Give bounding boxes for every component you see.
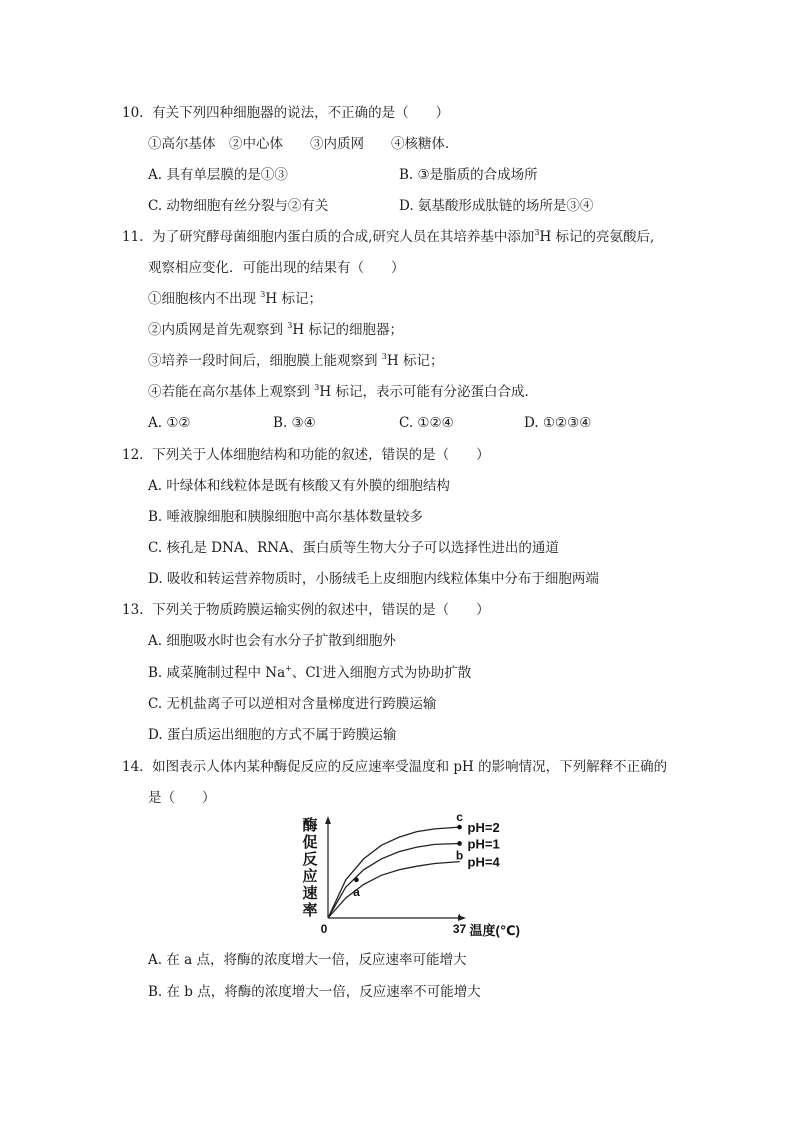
option-text: B. 咸菜腌制过程中 Na [148,665,286,681]
question-number: 11. [122,229,144,245]
series-label: pH=1 [467,836,500,852]
series-label: pH=4 [467,854,500,870]
y-axis-label-char: 应 [302,868,318,885]
series-label: pH=2 [467,820,500,836]
option-text: 、Cl [291,665,321,681]
question-text: 为了研究酵母菌细胞内蛋白质的合成,研究人员在其培养基中添加 [152,229,535,245]
y-axis-label-char: 促 [302,834,318,851]
question-text: 如图表示人体内某种酶促反应的反应速率受温度和 pH 的影响情况，下列解释不正确的 [152,759,668,775]
point-a [354,878,359,883]
option-c: C. ①②④ [399,415,454,431]
superscript: 3 [381,351,387,361]
question-13-stem [122,601,490,619]
statement-text: ②内质网是首先观察到 [148,322,288,338]
point-b [457,841,462,846]
option-text: 进入细胞方式为协助扩散 [322,665,472,681]
question-14-stem [122,758,667,776]
option-b: B. ③④ [273,415,316,431]
option-b: B. ③是脂质的合成场所 [399,167,538,183]
superscript: - [320,663,323,673]
option-b: B. 唾液腺细胞和胰腺细胞中高尔基体数量较多 [148,509,424,525]
statement-text: H 标记，表示可能有分泌蛋白合成． [319,384,538,400]
statement-3 [148,352,443,370]
option-a: A. 具有单层膜的是①③ [148,167,288,183]
statement-4 [148,383,538,401]
option-d: D. 氨基酸形成肽链的场所是③④ [399,198,594,214]
statement-text: H 标记； [265,291,322,307]
y-axis-label-char: 反 [302,851,318,868]
option-a: A. ①② [148,415,191,431]
question-10-list: ①高尔基体 ②中心体 ③内质网 ④核糖体． [148,136,459,152]
statement-text: H 标记； [386,353,444,369]
superscript: 3 [314,382,320,392]
superscript: 3 [260,289,266,299]
option-a: A. 叶绿体和线粒体是既有核酸又有外膜的细胞结构 [148,478,450,494]
option-c: C. 无机盐离子可以逆相对含量梯度进行跨膜运输 [148,696,437,712]
point-label-c: c [456,810,463,825]
superscript: + [285,663,292,673]
option-a: A. 细胞吸水时也会有水分子扩散到细胞外 [148,633,396,649]
statement-2 [148,321,403,339]
option-c: C. 动物细胞有丝分裂与②有关 [148,198,329,214]
series-line [328,862,460,918]
question-text: 有关下列四种细胞器的说法，不正确的是（ ） [152,105,450,121]
question-14-stem-line2: 是（ ） [148,790,216,806]
question-text: H 标记的亮氨酸后, [539,229,655,245]
y-axis-arrow [325,816,331,824]
series-line [328,827,460,918]
x-tick-label: 37 [452,922,467,936]
option-b [148,664,471,682]
question-number: 14. [122,759,144,775]
statement-text: ④若能在高尔基体上观察到 [148,384,315,400]
question-number: 10. [122,105,144,121]
enzyme-rate-chart [298,810,520,952]
option-d: D. 蛋白质运出细胞的方式不属于跨膜运输 [148,727,397,743]
x-axis-label: 温度(℃) [469,923,520,938]
statement-1 [148,290,322,308]
option-c: C. 核孔是 DNA、RNA、蛋白质等生物大分子可以选择性进出的通道 [148,540,559,556]
question-12-stem [122,446,490,464]
superscript: 3 [287,320,293,330]
question-text: 下列关于物质跨膜运输实例的叙述中，错误的是（ ） [152,602,490,618]
statement-text: H 标记的细胞器； [292,322,403,338]
point-label-b: b [455,848,464,863]
origin-label: 0 [320,922,328,936]
option-b: B. 在 b 点，将酶的浓度增大一倍，反应速率不可能增大 [148,984,481,1000]
statement-text: ③培养一段时间后，细胞膜上能观察到 [148,353,382,369]
y-axis-label-char: 速 [302,885,318,902]
point-c [457,825,462,830]
question-11-stem-line2: 观察相应变化．可能出现的结果有（ ） [148,260,405,276]
y-axis-label-char: 酶 [302,817,318,834]
option-d: D. 吸收和转运营养物质时，小肠绒毛上皮细胞内线粒体集中分布于细胞两端 [148,571,599,587]
statement-text: ①细胞核内不出现 [148,291,261,307]
series-line [328,844,460,919]
question-11-stem [122,228,654,246]
option-d: D. ①②③④ [524,415,592,431]
option-a: A. 在 a 点，将酶的浓度增大一倍，反应速率可能增大 [148,952,467,968]
question-number: 13. [122,602,144,618]
question-10-stem [122,104,449,122]
question-text: 下列关于人体细胞结构和功能的叙述，错误的是（ ） [152,447,490,463]
superscript: 3 [534,227,540,237]
question-number: 12. [122,447,144,463]
y-axis-label-char: 率 [302,902,318,919]
point-label-a: a [353,884,360,899]
